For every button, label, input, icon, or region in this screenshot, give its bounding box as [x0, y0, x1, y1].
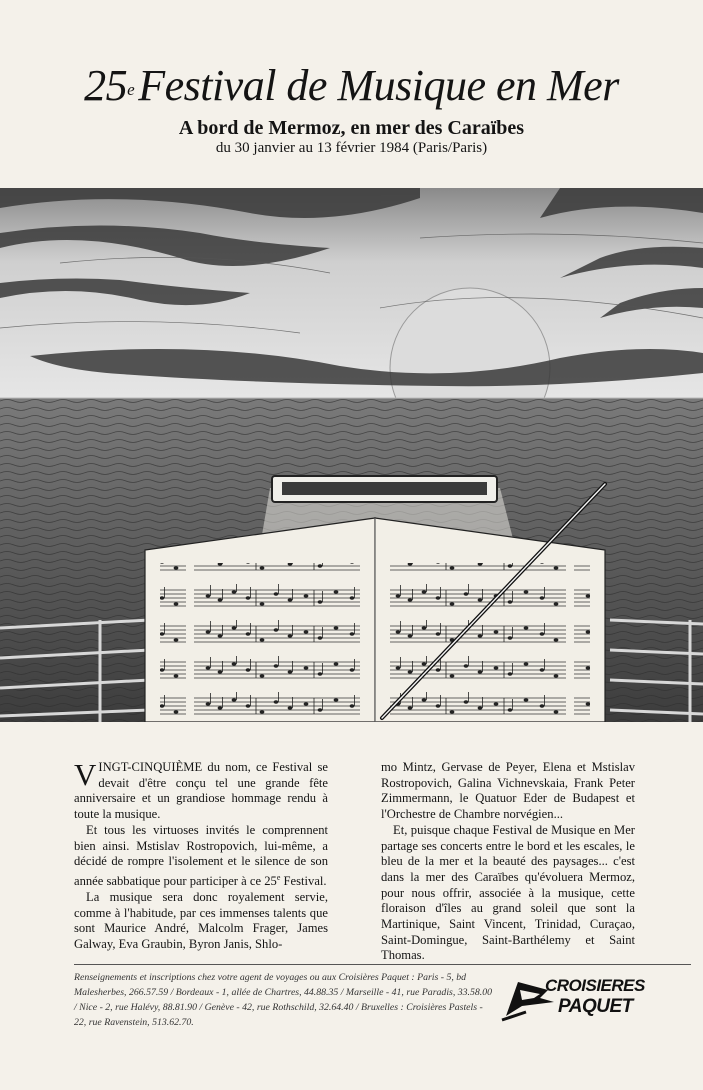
page-title — [0, 62, 703, 110]
ordinal-sup: e — [276, 872, 281, 882]
footer-divider — [74, 964, 691, 965]
title-text: Festival de Musique en Mer — [138, 61, 619, 110]
festival-number: 25 — [264, 874, 277, 889]
logo-line-1: CROISIERES — [545, 976, 645, 995]
paragraph-text: du nom, ce Festival se devait d'être conçu tel une grande fête anniversaire et un grandiose hommage rendu à toute la musique. — [74, 760, 328, 822]
article-paragraph — [74, 757, 328, 823]
article-column-right — [381, 760, 635, 964]
opening-small-caps: INGT-CINQUIÈME — [98, 760, 203, 774]
article-paragraph: mo Mintz, Gervase de Peyer, Elena et Mstislav Rostropovich, Galina Vichnevskaia, Frank Peter Zimmermann, le Quatuor Eder de Budapest et l'Orchestre de Chambre norvégien... — [381, 760, 635, 822]
croisieres-paquet-logo — [500, 976, 670, 1024]
article-paragraph: Et, puisque chaque Festival de Musique en Mer partage ses concerts entre le bord et les escales, le bleu de la mer et la beauté des paysages... c'est dans la mer des Caraïbes qu'évoluera Mermoz, pour nous offrir, associée à la musique, cette floraison d'îles au grand soleil que sont la Martinique, Saint Vincent, Trinidad, Curaçao, Saint-Domingue, Saint-Barthélemy et Saint Thomas. — [381, 822, 635, 963]
article-paragraph: La musique sera donc royalement servie, comme à l'habitude, par ces immenses talents que sont Maurice André, Malcolm Frager, James Galway, Eva Graubin, Byron Janis, Shlo- — [74, 889, 328, 951]
title-ordinal-sup: e — [127, 80, 135, 99]
article-column-left — [74, 757, 328, 953]
contact-footer: Renseignements et inscriptions chez votre agent de voyages ou aux Croisières Paquet : Paris - 5, bd Malesherbes, 266.57.59 / Bordeaux - 1, allée de Chartres, 44.88.35 / Marseille - 41, rue Paradis, 33.58.00 / Nice - 2, rue Halévy, 88.81.90 / Genève - 42, rue Rothschild, 32.64.40 / Bruxelles : Croisières Pastels - 22, rue Ravenstein, 513.62.70. — [74, 972, 493, 1028]
paragraph-text: Festival. — [280, 874, 327, 889]
sea-sunset-music-stand-illustration — [0, 188, 703, 722]
title-number: 25 — [84, 61, 128, 110]
paragraph-text: Et tous les virtuoses invités le comprennent bien ainsi. Mstislav Rostropovich, lui-même, a décidé de rompre l'isolement et le silence de son année sabbatique pour participer à ce — [74, 822, 328, 889]
article-paragraph — [74, 823, 328, 890]
subtitle: A bord de Mermoz, en mer des Caraïbes — [178, 117, 525, 139]
drop-cap: V — [74, 757, 97, 792]
logo-line-2: PAQUET — [558, 996, 633, 1017]
festival-dates: du 30 janvier au 13 février 1984 (Paris/Paris) — [215, 140, 488, 156]
